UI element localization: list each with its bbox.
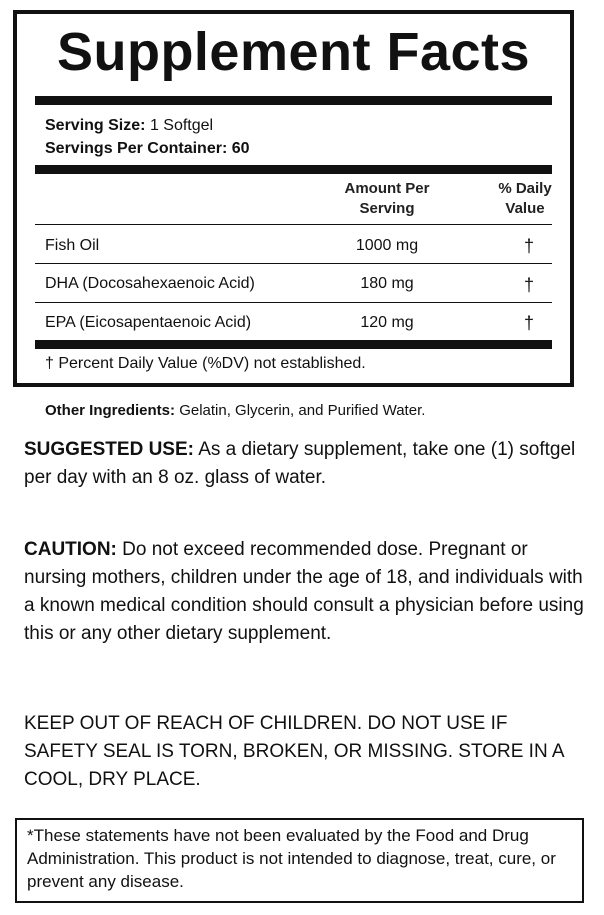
fda-disclaimer-text: *These statements have not been evaluated by the Food and Drug Administration. This product is not intended to diagnose, treat, cure, or prevent any disease. — [27, 826, 556, 891]
fda-disclaimer-box — [15, 818, 584, 903]
serving-size — [45, 116, 213, 136]
nutrient-name: Fish Oil — [45, 237, 100, 254]
dv-header-line1: % Daily — [498, 180, 552, 197]
thick-rule-mid — [35, 165, 552, 174]
nutrient-name: EPA (Eicosapentaenoic Acid) — [45, 314, 252, 331]
supplement-facts-panel — [13, 10, 574, 387]
nutrient-amount: 180 mg — [360, 275, 414, 292]
caution-text: Do not exceed recommended dose. Pregnant or nursing mothers, children under the age of 18, and individuals with a known medical condition should consult a physician before using this or any other dietary supplement. — [24, 539, 584, 644]
facts-title: Supplement Facts — [56, 22, 531, 82]
other-ingredients-text: Gelatin, Glycerin, and Purified Water. — [179, 402, 426, 419]
divider-row-2 — [35, 302, 552, 303]
thick-rule-bottom — [35, 340, 552, 349]
amount-header-line2: Serving — [359, 200, 415, 217]
nutrient-amount: 120 mg — [360, 314, 414, 331]
dv-footnote: † Percent Daily Value (%DV) not established. — [45, 355, 366, 372]
amount-header-line1: Amount Per — [344, 180, 430, 197]
caution-label: CAUTION: — [24, 539, 117, 560]
serving-size-value: 1 Softgel — [149, 117, 214, 134]
servings-per-container — [45, 139, 250, 159]
other-ingredients-label: Other Ingredients: — [45, 402, 176, 419]
caution — [24, 536, 584, 648]
thick-rule-top — [35, 96, 552, 105]
amount-per-serving-header — [322, 179, 452, 219]
nutrient-dv: † — [523, 236, 534, 256]
nutrient-dv: † — [523, 313, 534, 333]
divider-row-1 — [35, 263, 552, 264]
divider-header — [35, 224, 552, 225]
suggested-use — [24, 436, 584, 492]
servings-label: Servings Per Container: — [45, 140, 228, 157]
nutrient-name: DHA (Docosahexaenoic Acid) — [45, 275, 255, 292]
serving-size-label: Serving Size: — [45, 117, 146, 134]
other-ingredients — [45, 401, 425, 421]
storage-warning: KEEP OUT OF REACH OF CHILDREN. DO NOT USE IF SAFETY SEAL IS TORN, BROKEN, OR MISSING. STORE IN A COOL, DRY PLACE. — [24, 713, 564, 790]
nutrient-dv: † — [523, 275, 534, 295]
daily-value-header — [485, 179, 565, 219]
suggested-use-text: As a dietary supplement, take one (1) softgel per day with an 8 oz. glass of water. — [24, 439, 576, 488]
suggested-use-label: SUGGESTED USE: — [24, 439, 194, 460]
servings-value: 60 — [231, 140, 250, 157]
nutrient-amount: 1000 mg — [355, 237, 419, 254]
dv-header-line2: Value — [505, 200, 545, 217]
